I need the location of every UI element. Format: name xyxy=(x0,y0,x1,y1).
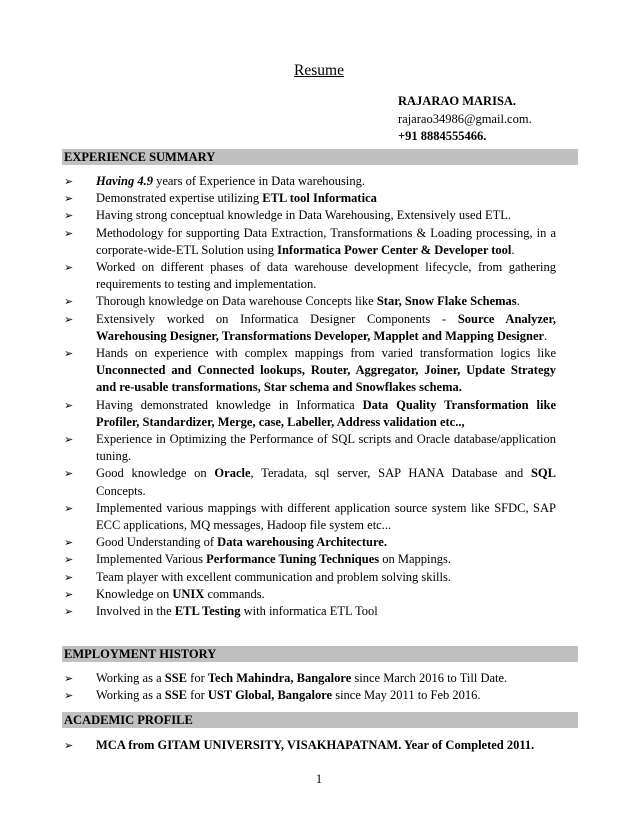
arrow-bullet-icon: ➢ xyxy=(64,226,74,240)
list-item xyxy=(62,586,556,603)
arrow-bullet-icon: ➢ xyxy=(64,587,74,601)
text-run: Team player with excellent communication and problem solving skills. xyxy=(96,569,451,584)
text-run: Good knowledge on xyxy=(96,466,215,481)
arrow-bullet-icon: ➢ xyxy=(64,672,74,685)
text-run: ETL Testing xyxy=(174,604,241,619)
arrow-bullet-icon: ➢ xyxy=(64,739,74,752)
list-item xyxy=(62,569,556,586)
text-run: . xyxy=(544,328,548,343)
list-item xyxy=(62,397,556,431)
academic-profile-list xyxy=(62,737,556,754)
text-run: since March 2016 to Till Date. xyxy=(351,671,508,685)
list-item xyxy=(62,603,556,620)
list-item xyxy=(62,225,556,259)
list-item xyxy=(62,465,556,499)
list-item xyxy=(62,311,556,345)
text-run: Tech Mahindra, Bangalore xyxy=(207,671,352,685)
page-title: Resume xyxy=(294,62,344,79)
text-run: Hands on experience with complex mappings from varied transformation logics like xyxy=(96,346,556,361)
experience-summary-heading: EXPERIENCE SUMMARY xyxy=(62,149,578,165)
candidate-email: rajarao34986@gmail.com. xyxy=(398,111,532,126)
arrow-bullet-icon: ➢ xyxy=(64,501,74,515)
text-run: UST Global, Bangalore xyxy=(207,688,333,703)
list-item xyxy=(62,670,556,687)
contact-block xyxy=(398,93,532,146)
text-run: commands. xyxy=(204,586,265,601)
arrow-bullet-icon: ➢ xyxy=(64,347,74,361)
experience-summary-list xyxy=(62,173,556,620)
text-run: SSE xyxy=(164,671,188,685)
list-item xyxy=(62,551,556,568)
candidate-phone: +91 8884555466. xyxy=(398,129,487,143)
text-run: UNIX xyxy=(172,586,205,601)
text-run: , Teradata, sql server, SAP HANA Database and xyxy=(250,466,531,481)
page-number: 1 xyxy=(315,772,323,786)
arrow-bullet-icon: ➢ xyxy=(64,536,74,550)
text-run: Performance Tuning Techniques xyxy=(206,552,380,567)
text-run: Data warehousing Architecture. xyxy=(217,535,387,550)
academic-profile-heading: ACADEMIC PROFILE xyxy=(62,712,578,728)
arrow-bullet-icon: ➢ xyxy=(64,689,74,703)
text-run: Extensively worked on Informatica Designer Components - xyxy=(96,311,458,326)
list-item xyxy=(62,500,556,534)
text-run: Source Analyzer, Warehousing Designer, Transformations Developer, Mapplet and Mapping Designer xyxy=(96,311,556,343)
list-item xyxy=(62,259,556,293)
text-run: Unconnected and Connected lookups, Router, Aggregator, Joiner, Update Strategy and re-usable transformations, Star schema and Snowflakes schema. xyxy=(96,363,556,395)
text-run: SSE xyxy=(164,688,188,703)
text-run: Concepts. xyxy=(96,483,146,498)
arrow-bullet-icon: ➢ xyxy=(64,433,74,447)
employment-history-heading: EMPLOYMENT HISTORY xyxy=(62,646,578,662)
arrow-bullet-icon: ➢ xyxy=(64,553,74,567)
text-run: Implemented Various xyxy=(96,552,207,567)
text-run: Data Quality Transformation like Profiler, Standardizer, Merge, case, Labeller, Address validation etc.., xyxy=(96,397,556,429)
text-run: Thorough knowledge on Data warehouse Concepts like xyxy=(96,294,377,309)
list-item xyxy=(62,431,556,465)
list-item xyxy=(62,293,556,310)
text-run: Worked on different phases of data warehouse development lifecycle, from gathering requirements to testing and implementation. xyxy=(96,260,556,292)
arrow-bullet-icon: ➢ xyxy=(64,261,74,275)
text-run: Having 4.9 xyxy=(96,174,153,188)
text-run: Knowledge on xyxy=(96,586,173,601)
arrow-bullet-icon: ➢ xyxy=(64,209,74,223)
list-item xyxy=(62,173,556,190)
arrow-bullet-icon: ➢ xyxy=(64,605,74,619)
arrow-bullet-icon: ➢ xyxy=(64,312,74,326)
text-run: for xyxy=(187,688,208,703)
text-run: with informatica ETL Tool xyxy=(240,604,378,619)
text-run: Implemented various mappings with different application source system like SFDC, SAP ECC applications, MQ messages, Hadoop file system etc... xyxy=(96,500,556,533)
list-item xyxy=(62,190,556,207)
list-item xyxy=(62,345,556,397)
list-item xyxy=(62,534,556,551)
text-run: on Mappings. xyxy=(379,552,451,567)
text-run: SQL xyxy=(530,466,556,481)
text-run: Methodology for supporting Data Extraction, Transformations & Loading processing, in a corporate-wide-ETL Solution using xyxy=(96,225,556,257)
text-run: Having demonstrated knowledge in Informatica xyxy=(96,397,363,412)
text-run: Having strong conceptual knowledge in Data Warehousing, Extensively used ETL. xyxy=(96,208,511,223)
text-run: years of Experience in Data warehousing. xyxy=(152,174,366,188)
text-run: Demonstrated expertise utilizing xyxy=(96,191,263,206)
text-run: Working as a xyxy=(96,671,165,685)
text-run: for xyxy=(187,671,208,685)
text-run: . xyxy=(516,294,520,309)
text-run: . xyxy=(511,242,515,257)
text-run: Informatica Power Center & Developer tool xyxy=(277,242,512,257)
list-item xyxy=(62,207,556,224)
arrow-bullet-icon: ➢ xyxy=(64,175,74,188)
text-run: Good Understanding of xyxy=(96,535,218,550)
arrow-bullet-icon: ➢ xyxy=(64,295,74,309)
employment-history-list xyxy=(62,670,556,704)
text-run: Star, Snow Flake Schemas xyxy=(376,294,517,309)
text-run: MCA from GITAM UNIVERSITY, VISAKHAPATNAM. Year of Completed 2011. xyxy=(96,738,535,752)
text-run: Oracle xyxy=(214,466,251,481)
text-run: Involved in the xyxy=(96,604,175,619)
arrow-bullet-icon: ➢ xyxy=(64,467,74,481)
arrow-bullet-icon: ➢ xyxy=(64,570,74,584)
list-item xyxy=(62,687,556,704)
text-run: Working as a xyxy=(96,688,165,703)
candidate-name: RAJARAO MARISA. xyxy=(398,94,517,108)
arrow-bullet-icon: ➢ xyxy=(64,398,74,412)
arrow-bullet-icon: ➢ xyxy=(64,192,74,206)
list-item xyxy=(62,737,556,754)
text-run: Experience in Optimizing the Performance of SQL scripts and Oracle database/application tuning. xyxy=(96,432,556,464)
text-run: since May 2011 to Feb 2016. xyxy=(332,688,481,703)
text-run: ETL tool Informatica xyxy=(262,191,377,206)
